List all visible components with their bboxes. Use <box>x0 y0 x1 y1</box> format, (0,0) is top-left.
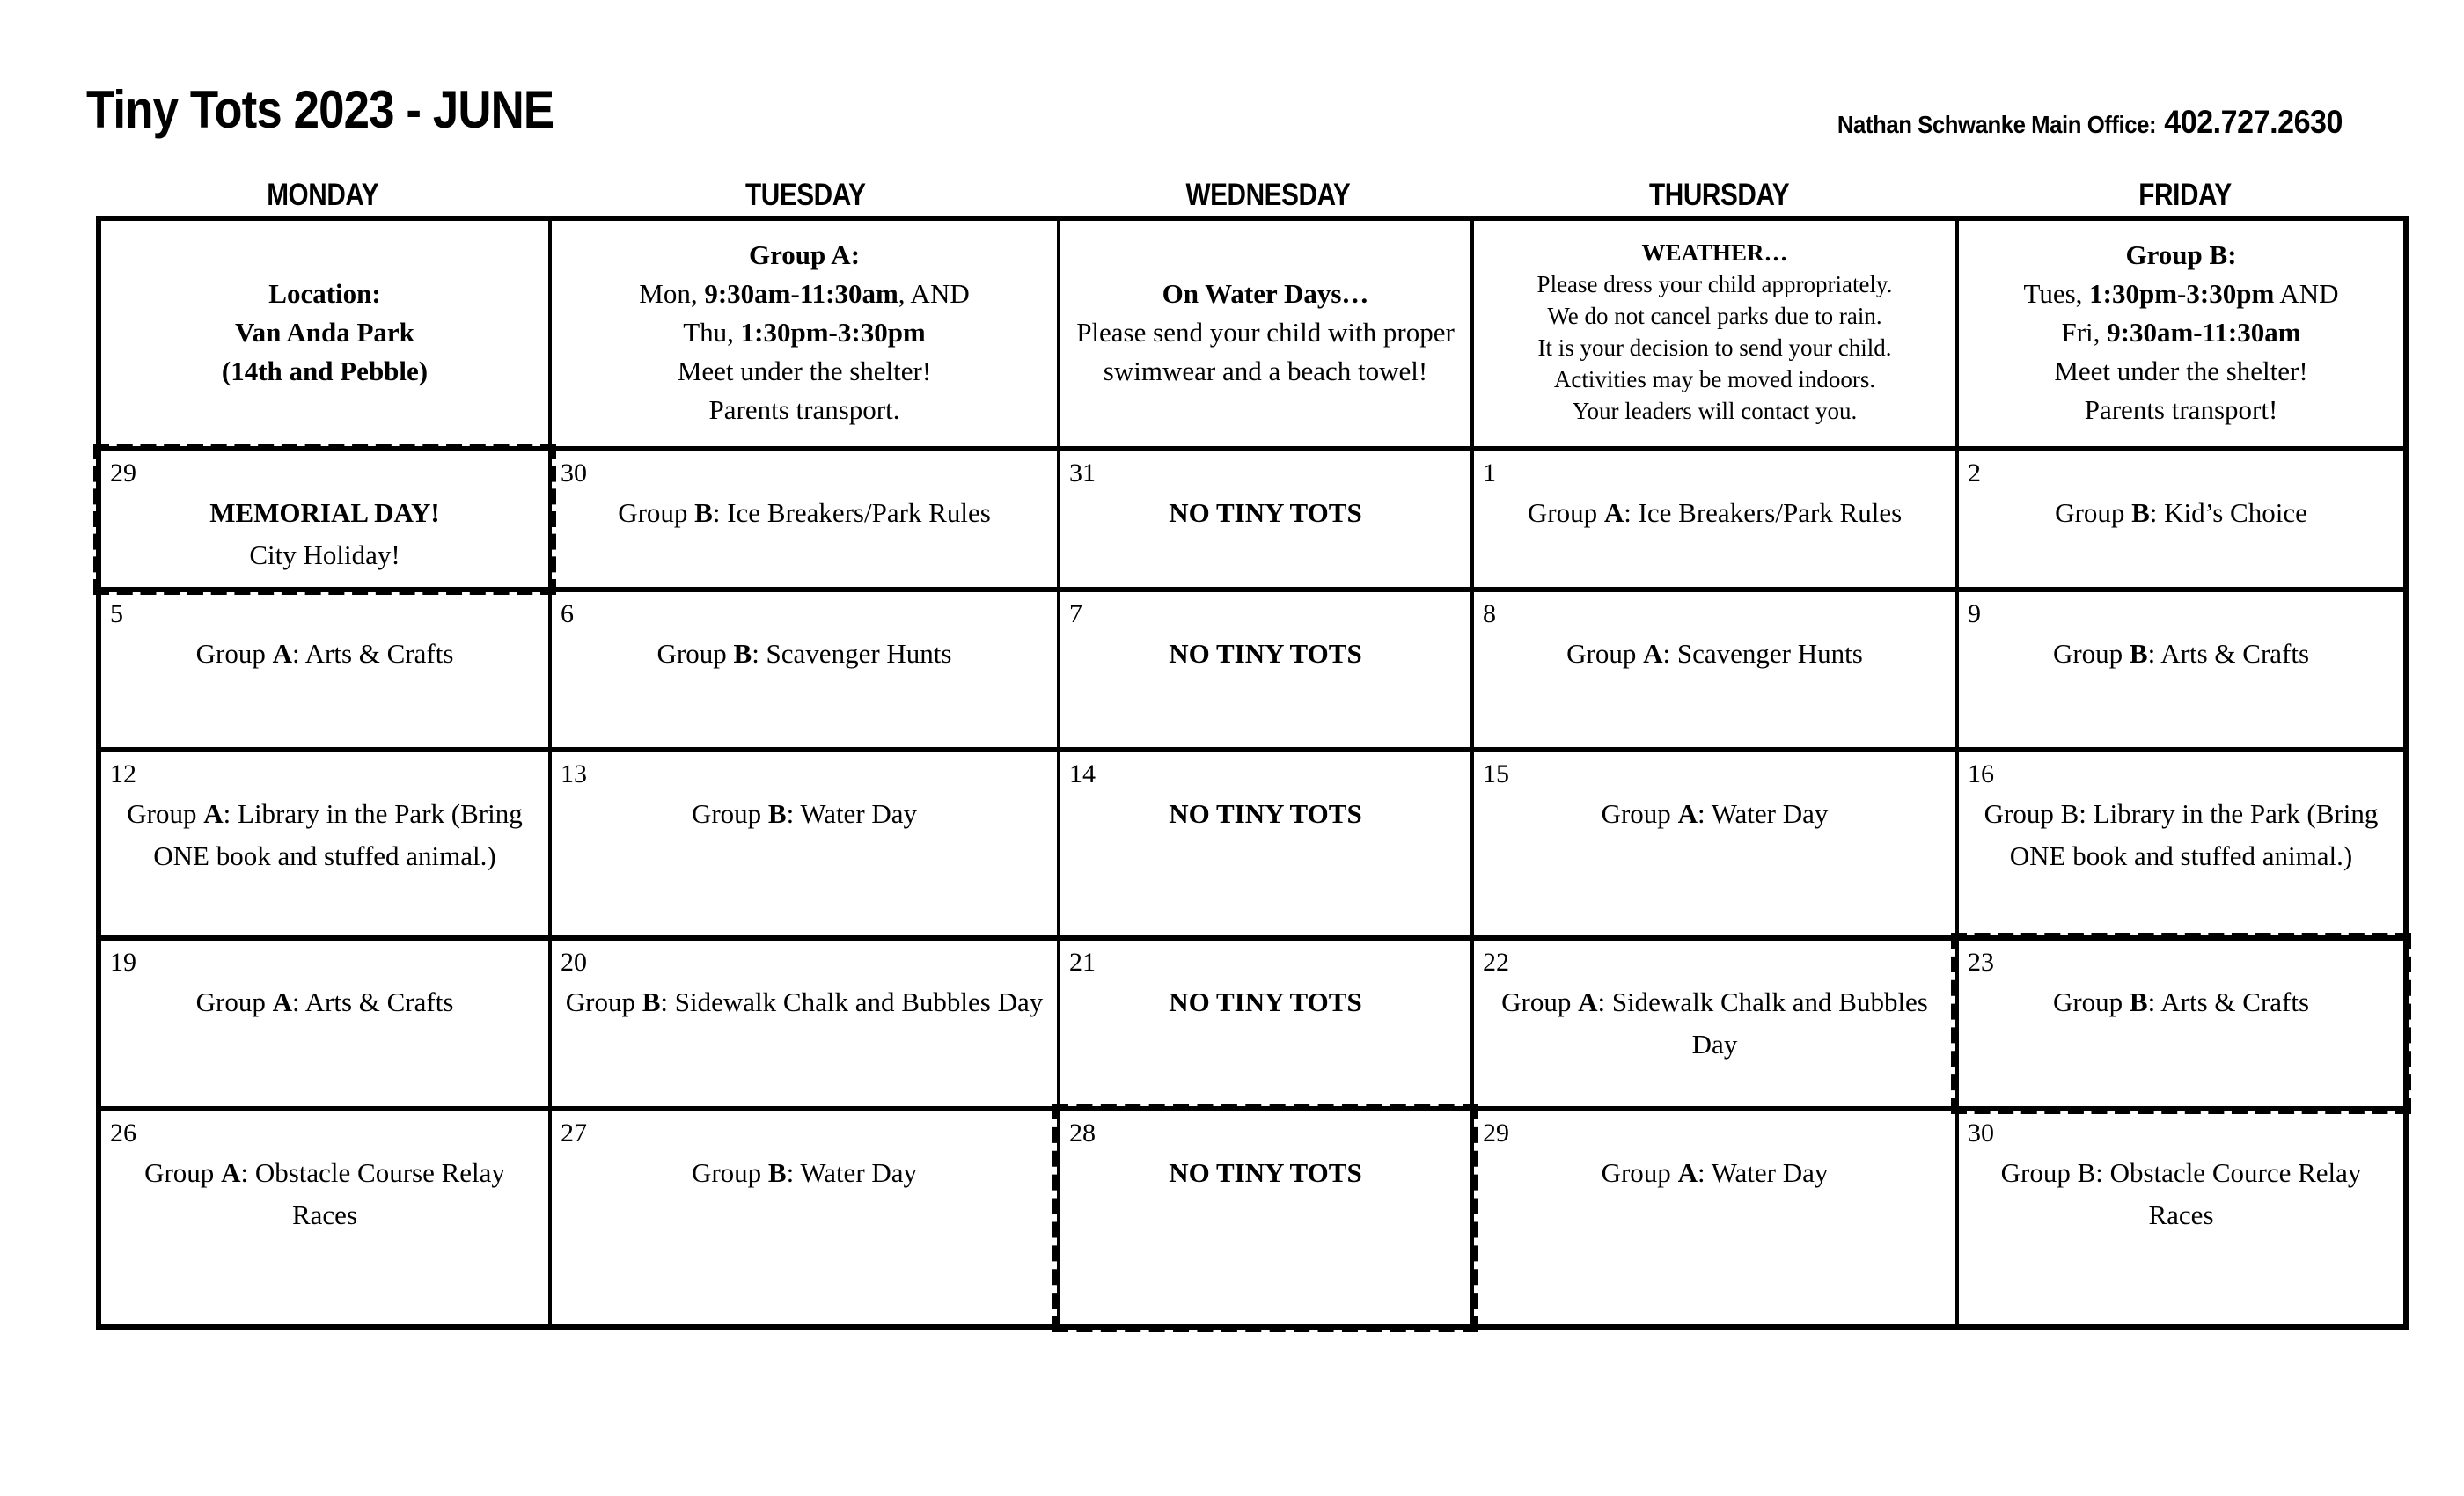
event-text <box>1069 1152 1462 1194</box>
text-line: Mon, 9:30am-11:30am, AND <box>639 277 970 309</box>
day-cell-friday-23 <box>1959 941 2403 1111</box>
day-cell-wednesday-14 <box>1060 752 1474 941</box>
date-number: 16 <box>1968 759 1994 788</box>
day-cell-friday-30 <box>1959 1111 2403 1324</box>
day-header-monday: MONDAY <box>267 178 379 212</box>
text-line: Please dress your child appropriately. <box>1536 271 1893 298</box>
text-line: Group B: <box>2125 238 2237 270</box>
date-number: 28 <box>1069 1118 1096 1148</box>
text-line: City Holiday! <box>249 539 400 571</box>
text-line: Parents transport. <box>708 394 900 426</box>
text-line: Group A: Library in the Park (Bring ONE book and stuffed animal.) <box>127 798 523 872</box>
page-title: Tiny Tots 2023 - JUNE <box>86 80 554 139</box>
info-cell-wednesday <box>1060 221 1474 451</box>
event-text <box>1968 981 2394 1023</box>
event-text <box>1968 1152 2394 1236</box>
text-line: NO TINY TOTS <box>1169 798 1362 829</box>
date-number: 20 <box>561 948 587 977</box>
day-cell-thursday-1 <box>1474 451 1959 592</box>
office-contact <box>1837 104 2343 141</box>
day-cell-tuesday-13 <box>552 752 1060 941</box>
event-text <box>1483 633 1947 675</box>
event-text <box>1483 492 1947 534</box>
date-number: 30 <box>561 458 587 488</box>
info-cell-friday <box>1959 221 2403 451</box>
date-number: 15 <box>1483 759 1509 788</box>
day-cell-monday-12 <box>101 752 552 941</box>
day-of-week-header-row <box>96 172 2409 213</box>
day-cell-monday-5 <box>101 592 552 752</box>
text-line: Parents transport! <box>2084 394 2278 426</box>
text-line: We do not cancel parks due to rain. <box>1547 303 1882 330</box>
text-line: Group A: Obstacle Course Relay Races <box>144 1157 505 1231</box>
day-cell-friday-9 <box>1959 592 2403 752</box>
event-text <box>1968 492 2394 534</box>
day-cell-friday-16 <box>1959 752 2403 941</box>
day-cell-thursday-22 <box>1474 941 1959 1111</box>
text-line: Your leaders will contact you. <box>1572 397 1858 424</box>
day-cell-tuesday-20 <box>552 941 1060 1111</box>
day-cell-wednesday-21 <box>1060 941 1474 1111</box>
day-cell-thursday-29 <box>1474 1111 1959 1324</box>
day-cell-thursday-15 <box>1474 752 1959 941</box>
day-header-tuesday: TUESDAY <box>744 178 866 212</box>
event-text <box>1069 793 1462 835</box>
date-number: 14 <box>1069 759 1096 788</box>
event-text <box>1483 793 1947 835</box>
info-cell-thursday <box>1474 221 1959 451</box>
event-text <box>561 981 1048 1023</box>
text-line: Group B: Water Day <box>691 798 918 829</box>
event-text <box>1968 793 2394 877</box>
day-cell-tuesday-30 <box>552 451 1060 592</box>
text-line: (14th and Pebble) <box>221 356 429 386</box>
day-cell-monday-26 <box>101 1111 552 1324</box>
text-line: Group B: Scavenger Hunts <box>656 638 952 669</box>
date-number: 29 <box>1483 1118 1509 1148</box>
text-line: Group A: Arts & Crafts <box>195 986 454 1017</box>
date-number: 8 <box>1483 599 1496 628</box>
text-line: Group B: Water Day <box>691 1157 918 1188</box>
text-line: Please send your child with proper swimwear and a beach towel! <box>1076 316 1455 386</box>
day-cell-tuesday-6 <box>552 592 1060 752</box>
text-line: MEMORIAL DAY! <box>209 497 440 528</box>
text-line: NO TINY TOTS <box>1169 986 1362 1017</box>
office-phone-number: 402.727.2630 <box>2164 104 2343 140</box>
text-line: Fri, 9:30am-11:30am <box>2061 316 2301 348</box>
event-text <box>110 492 539 576</box>
day-header-wednesday: WEDNESDAY <box>1185 178 1351 212</box>
day-cell-monday-19 <box>101 941 552 1111</box>
office-label: Nathan Schwanke Main Office: <box>1837 111 2157 138</box>
text-line: Group A: Scavenger Hunts <box>1566 638 1863 669</box>
event-text <box>1483 981 1947 1066</box>
text-line: Group A: Water Day <box>1601 798 1829 829</box>
text-line: Group A: Arts & Crafts <box>195 638 454 669</box>
day-header-thursday: THURSDAY <box>1648 178 1790 212</box>
event-text <box>1069 492 1462 534</box>
day-cell-thursday-8 <box>1474 592 1959 752</box>
text-line: Tues, 1:30pm-3:30pm AND <box>2023 277 2339 309</box>
event-text <box>110 1152 539 1236</box>
text-line: Group B: Ice Breakers/Park Rules <box>618 497 991 528</box>
event-text <box>1483 1152 1947 1194</box>
date-number: 30 <box>1968 1118 1994 1148</box>
calendar-grid <box>96 216 2409 1330</box>
event-text <box>110 981 539 1023</box>
text-line: NO TINY TOTS <box>1169 497 1362 528</box>
date-number: 6 <box>561 599 574 628</box>
event-text <box>110 633 539 675</box>
text-line: Group B: Kid’s Choice <box>2055 497 2307 528</box>
event-text <box>1069 633 1462 675</box>
date-number: 21 <box>1069 948 1096 977</box>
date-number: 29 <box>110 458 136 488</box>
text-line: Meet under the shelter! <box>2054 356 2308 386</box>
event-text <box>561 633 1048 675</box>
day-cell-tuesday-27 <box>552 1111 1060 1324</box>
day-cell-wednesday-7 <box>1060 592 1474 752</box>
date-number: 1 <box>1483 458 1496 488</box>
text-line: Group B: Sidewalk Chalk and Bubbles Day <box>565 986 1044 1017</box>
date-number: 31 <box>1069 458 1096 488</box>
date-number: 19 <box>110 948 136 977</box>
day-cell-wednesday-28 <box>1060 1111 1474 1324</box>
text-line: Activities may be moved indoors. <box>1553 365 1876 392</box>
date-number: 12 <box>110 759 136 788</box>
event-text <box>561 793 1048 835</box>
text-line: Group A: Sidewalk Chalk and Bubbles Day <box>1501 986 1928 1060</box>
date-number: 23 <box>1968 948 1994 977</box>
date-number: 26 <box>110 1118 136 1148</box>
text-line: Group A: <box>748 238 861 270</box>
date-number: 5 <box>110 599 123 628</box>
date-number: 9 <box>1968 599 1981 628</box>
date-number: 13 <box>561 759 587 788</box>
date-number: 2 <box>1968 458 1981 488</box>
text-line: Group B: Library in the Park (Bring ONE book and stuffed animal.) <box>1984 798 2379 872</box>
text-line: Van Anda Park <box>235 316 414 348</box>
date-number: 22 <box>1483 948 1509 977</box>
text-line: Group A: Water Day <box>1601 1157 1829 1188</box>
text-line: Group B: Arts & Crafts <box>2052 638 2310 669</box>
text-line: Group B: Arts & Crafts <box>2052 986 2310 1017</box>
info-cell-tuesday <box>552 221 1060 451</box>
text-line: Group A: Ice Breakers/Park Rules <box>1527 497 1903 528</box>
event-text <box>561 492 1048 534</box>
text-line: NO TINY TOTS <box>1169 1157 1362 1188</box>
text-line: Group B: Obstacle Cource Relay Races <box>2000 1157 2362 1231</box>
event-text <box>110 793 539 877</box>
event-text <box>1069 981 1462 1023</box>
date-number: 27 <box>561 1118 587 1148</box>
text-line: WEATHER… <box>1641 239 1788 267</box>
info-cell-monday <box>101 221 552 451</box>
text-line: Meet under the shelter! <box>677 356 932 386</box>
day-cell-monday-29 <box>101 451 552 592</box>
text-line: It is your decision to send your child. <box>1537 334 1892 361</box>
text-line: Location: <box>268 277 381 309</box>
date-number: 7 <box>1069 599 1082 628</box>
text-line: Thu, 1:30pm-3:30pm <box>683 316 926 348</box>
day-cell-friday-2 <box>1959 451 2403 592</box>
day-header-friday: FRIDAY <box>2138 178 2233 212</box>
event-text <box>1968 633 2394 675</box>
day-cell-wednesday-31 <box>1060 451 1474 592</box>
event-text <box>561 1152 1048 1194</box>
text-line: NO TINY TOTS <box>1169 638 1362 669</box>
text-line: On Water Days… <box>1162 277 1369 309</box>
